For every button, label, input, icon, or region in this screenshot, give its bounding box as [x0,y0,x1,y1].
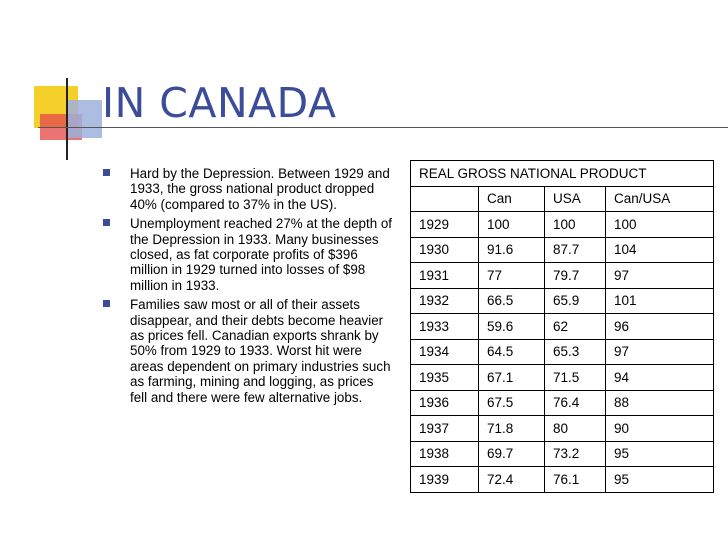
value-cell: 67.5 [479,390,545,416]
year-cell: 1933 [411,314,479,340]
header-cell: Can [479,186,545,212]
table-row [411,416,714,442]
value-cell: 100 [479,212,545,238]
year-cell: 1931 [411,263,479,289]
value-cell: 79.7 [545,263,606,289]
table-row [411,441,714,467]
year-cell: 1929 [411,212,479,238]
slide-title: IN CANADA [102,79,337,127]
value-cell: 71.8 [479,416,545,442]
value-cell: 71.5 [545,365,606,391]
value-cell: 97 [606,263,714,289]
value-cell: 65.3 [545,339,606,365]
value-cell: 95 [606,441,714,467]
bullet-text: Hard by the Depression. Between 1929 and 1933, the gross national product dropped 40% (compared to 37% in the US). [130,166,390,212]
value-cell: 100 [545,212,606,238]
value-cell: 62 [545,314,606,340]
year-cell: 1935 [411,365,479,391]
value-cell: 64.5 [479,339,545,365]
year-cell: 1939 [411,467,479,493]
value-cell: 77 [479,263,545,289]
value-cell: 91.6 [479,237,545,263]
value-cell: 80 [545,416,606,442]
table-title-row [411,161,714,187]
value-cell: 94 [606,365,714,391]
value-cell: 76.1 [545,467,606,493]
table-row [411,467,714,493]
bullet-list [103,166,393,409]
value-cell: 90 [606,416,714,442]
value-cell: 76.4 [545,390,606,416]
header-cell: Can/USA [606,186,714,212]
table-row [411,339,714,365]
square-bullet-icon [103,169,110,176]
bullet-text: Families saw most or all of their assets disappear, and their debts become heavier as prices fell. Canadian exports shrank by 50% from 1929 to 1933. Worst hit were areas dependent on primary industries such as farming, mining and logging, as prices fell and there were few alternative jobs. [130,297,391,405]
year-cell: 1938 [411,441,479,467]
gnp-table [410,160,714,493]
square-bullet-icon [103,300,110,307]
value-cell: 67.1 [479,365,545,391]
value-cell: 59.6 [479,314,545,340]
value-cell: 101 [606,288,714,314]
year-cell: 1932 [411,288,479,314]
table-row [411,365,714,391]
value-cell: 97 [606,339,714,365]
table-row [411,212,714,238]
table-row [411,390,714,416]
table-title: REAL GROSS NATIONAL PRODUCT [411,161,714,187]
value-cell: 87.7 [545,237,606,263]
value-cell: 96 [606,314,714,340]
table-row [411,314,714,340]
header-cell [411,186,479,212]
year-cell: 1937 [411,416,479,442]
bullet-item [103,216,393,293]
year-cell: 1934 [411,339,479,365]
value-cell: 69.7 [479,441,545,467]
bullet-item [103,166,393,212]
value-cell: 104 [606,237,714,263]
value-cell: 95 [606,467,714,493]
value-cell: 66.5 [479,288,545,314]
value-cell: 100 [606,212,714,238]
value-cell: 65.9 [545,288,606,314]
title-underline [38,127,728,128]
decor-vertical-line [66,78,68,160]
value-cell: 72.4 [479,467,545,493]
square-bullet-icon [103,219,110,226]
header-cell: USA [545,186,606,212]
bullet-text: Unemployment reached 27% at the depth of the Depression in 1933. Many businesses closed, as fat corporate profits of $396 million in 1929 turned into losses of $98 million in 1933. [130,216,393,293]
value-cell: 73.2 [545,441,606,467]
table-row [411,288,714,314]
bullet-item [103,297,393,405]
value-cell: 88 [606,390,714,416]
year-cell: 1936 [411,390,479,416]
table-header-row [411,186,714,212]
decor-blue-square [66,100,102,138]
table-row [411,237,714,263]
year-cell: 1930 [411,237,479,263]
table-row [411,263,714,289]
